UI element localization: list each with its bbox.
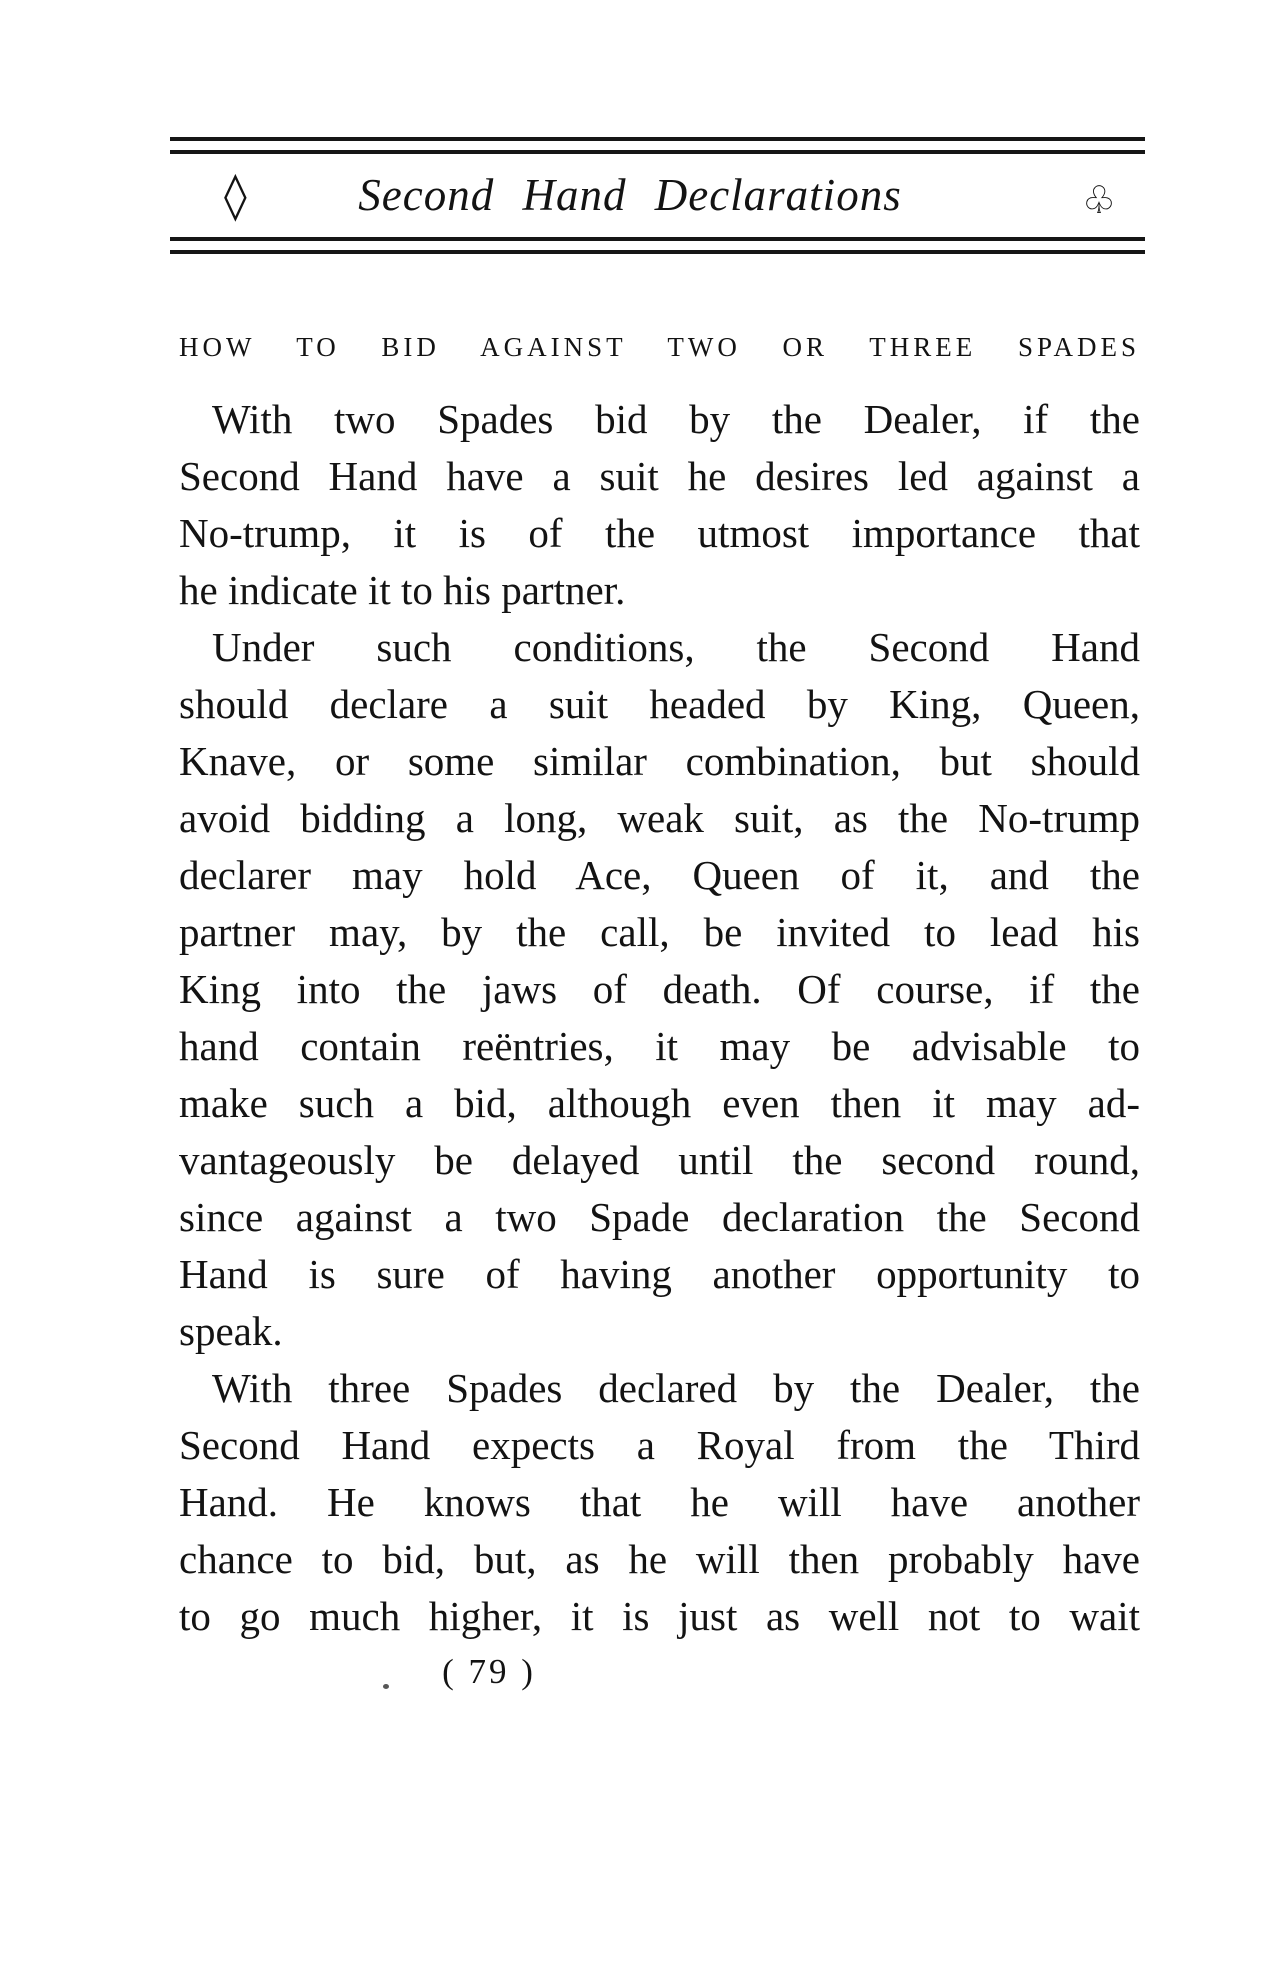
text-line: since against a two Spade declaration the Second	[179, 1194, 1140, 1240]
text-line: partner may, by the call, be invited to lead his	[179, 909, 1140, 955]
text-line: Knave, or some similar combination, but should	[179, 738, 1140, 784]
diamond-suit-icon: ◊	[224, 168, 247, 222]
text-line: King into the jaws of death. Of course, if the	[179, 966, 1140, 1012]
page-number: ( 79 )	[442, 1652, 536, 1691]
text-line: should declare a suit headed by King, Queen,	[179, 681, 1140, 727]
running-head-title: Second Hand Declarations	[358, 170, 902, 220]
text-line: Second Hand have a suit he desires led against a	[179, 453, 1140, 499]
text-line: make such a bid, although even then it may ad-	[179, 1080, 1140, 1126]
text-line: to go much higher, it is just as well not to wait	[179, 1593, 1140, 1639]
top-double-rule	[170, 137, 1145, 154]
text-line: hand contain reëntries, it may be advisable to	[179, 1023, 1140, 1069]
text-line: he indicate it to his partner.	[179, 567, 626, 613]
text-line: Hand is sure of having another opportunity to	[179, 1251, 1140, 1297]
scan-speck	[383, 1684, 389, 1689]
text-line: Second Hand expects a Royal from the Third	[179, 1422, 1140, 1468]
text-line: chance to bid, but, as he will then probably have	[179, 1536, 1140, 1582]
text-line: speak.	[179, 1308, 283, 1354]
text-line: vantageously be delayed until the second round,	[179, 1137, 1140, 1183]
text-line: declarer may hold Ace, Queen of it, and the	[179, 852, 1140, 898]
text-line: Hand. He knows that he will have another	[179, 1479, 1140, 1525]
text-line: With two Spades bid by the Dealer, if the	[212, 396, 1140, 442]
text-line: With three Spades declared by the Dealer, the	[212, 1365, 1140, 1411]
text-line: No-trump, it is of the utmost importance that	[179, 510, 1140, 556]
body-text	[179, 391, 1140, 1645]
club-suit-icon: ♧	[1082, 178, 1117, 222]
text-line: Under such conditions, the Second Hand	[212, 624, 1140, 670]
text-line: avoid bidding a long, weak suit, as the No-trump	[179, 795, 1140, 841]
header-bottom-double-rule	[170, 237, 1145, 254]
section-heading: HOW TO BID AGAINST TWO OR THREE SPADES	[179, 332, 1140, 362]
